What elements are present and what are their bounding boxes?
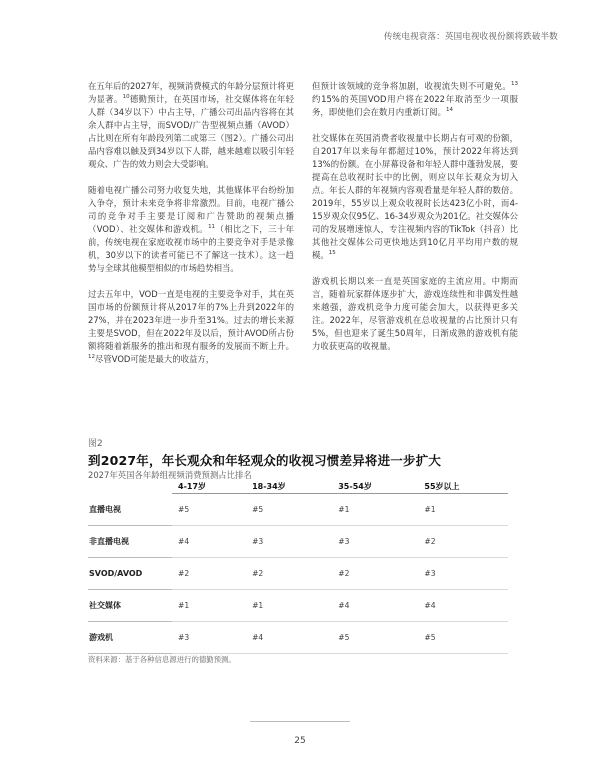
paragraph-text: （相比之下，三十年前，传统电视在家庭收视市场中的主要竞争对手是录像机，30岁以下的读者可能已不了解这一技术）。这一趋势与全球其他模型相似的市场趋势相当。: [88, 224, 294, 273]
paragraph-text: 尽管VOD可能是最大的收益方，: [95, 354, 215, 364]
rank-cell: #2: [172, 558, 246, 590]
rank-cell: #4: [172, 526, 246, 558]
paragraph: [312, 275, 518, 353]
row-label: 直播电视: [88, 494, 172, 526]
paragraph-text: 过去五年中，VOD一直是电视的主要竞争对手，其在英国市场的份额预计将从2017年的7%上升到2022年的27%，并在2023年进一步升至31%。过去的增长来源主要是SVOD，但在2022年及以后，预计AVOD所占份额将随着新服务的推出和现有服务的发展而不断上升。: [88, 289, 294, 351]
ranking-table: [88, 480, 508, 654]
paragraph-text: 社交媒体在英国消费者收视量中长期占有可观的份额，自2017年以来每年都超过10%，预计2022年将达到13%的份额。在小屏幕设备和年轻人群中蓬勃发展，要提高在总收视时长中的比例，则应以年长观众为切入点。年长人群的年视频内容观看量是年轻人群的数倍。2019年，55岁以上观众收视时长达423亿小时，而4-15岁观众仅95亿、16-34岁观众为201亿。社交媒体公司的发展增速惊人，专注视频内容的TikTok（抖音）比其他社交媒体公司更快地达到10亿月平均用户数的规模。: [312, 133, 518, 260]
paragraph: [88, 288, 294, 366]
footnote-ref: 10: [122, 94, 130, 101]
rank-cell: #2: [418, 526, 508, 558]
rank-cell: #1: [332, 494, 418, 526]
paragraph-text: 随着电视广播公司努力收复失地，其他媒体平台纷纷加入争夺，预计未来竞争将非常激烈。目前，电视广播公司的竞争对手主要是订阅和广告赞助的视频点播（VOD）、社交媒体和游戏机。: [88, 185, 294, 234]
paragraph: [312, 132, 518, 262]
left-column: [88, 80, 294, 379]
figure-title: 到2027年，年长观众和年轻观众的收视习惯差异将进一步扩大: [88, 453, 442, 468]
page-number: 25: [294, 736, 306, 746]
rank-cell: #1: [246, 590, 332, 622]
footer-divider: [250, 721, 350, 722]
rank-cell: #3: [418, 558, 508, 590]
paragraph-text: 游戏机长期以来一直是英国家庭的主流应用。中期而言，随着玩家群体逐步扩大，游戏连续性和非偶发性越来越强，游戏机竞争力度可能会加大，以获得更多关注。2022年，尽管游戏机在总收视量的占比预计只有5%，但也迎来了诞生50周年，日渐成熟的游戏机有能力收获更高的收视量。: [312, 276, 518, 351]
paragraph-text: 德勤预计，在英国市场，社交媒体将在年轻人群（34岁以下）中占主导，广播公司出品内容将在其余人群中占主导，而SVOD/广告型视频点播（AVOD）占比则在所有年龄段列第二或第三（图2）。广播公司出品内容难以触及到34岁以下人群，越来越难以吸引年轻观众、广告的效力则会大受影响。: [88, 94, 294, 169]
paragraph: [88, 80, 294, 171]
figure-source: 资料来源：基于各种信息源进行的德勤预测。: [88, 655, 236, 664]
row-label: 社交媒体: [88, 590, 172, 622]
rank-cell: #5: [332, 622, 418, 654]
column-header: 18-34岁: [246, 480, 332, 494]
column-header: 55岁以上: [418, 480, 508, 494]
footnote-ref: 15: [328, 250, 336, 257]
column-header: 35-54岁: [332, 480, 418, 494]
rank-cell: #1: [418, 494, 508, 526]
rank-cell: #2: [332, 558, 418, 590]
table-row: [88, 526, 508, 558]
running-header: 传统电视衰落：英国电视收视份额将跌破半数: [383, 32, 558, 42]
table-row: [88, 622, 508, 654]
right-column: [312, 80, 518, 366]
rank-cell: #3: [172, 622, 246, 654]
rank-cell: #5: [172, 494, 246, 526]
figure-label: 图2: [88, 439, 103, 449]
rank-cell: #1: [172, 590, 246, 622]
rank-cell: #3: [246, 526, 332, 558]
column-header: 4-17岁: [172, 480, 246, 494]
paragraph: [312, 80, 518, 119]
table-row: [88, 558, 508, 590]
footnote-ref: 13: [511, 81, 518, 88]
paragraph: [88, 184, 294, 275]
table-row: [88, 494, 508, 526]
rank-cell: #5: [418, 622, 508, 654]
rank-cell: #4: [332, 590, 418, 622]
row-label: 非直播电视: [88, 526, 172, 558]
rank-cell: #4: [246, 622, 332, 654]
footnote-ref: 14: [446, 107, 453, 114]
table-row: [88, 590, 508, 622]
figure-subtitle: 2027年英国各年龄组视频消费预测占比排名: [88, 470, 252, 480]
rank-cell: #3: [332, 526, 418, 558]
paragraph-text: 但预计该领域的竞争将加剧，收视流失则不可避免。: [312, 81, 511, 91]
row-label: SVOD/AVOD: [88, 558, 172, 590]
paragraph-text: 约15%的英国VOD用户将在2022年取消至少一项服务，即使他们会在数月内重新订阅。: [312, 94, 518, 117]
footnote-ref: 11: [208, 224, 216, 231]
row-label: 游戏机: [88, 622, 172, 654]
paragraph-text: 在五年后的2027年，视频消费模式的年龄分层预计将更为显著。: [88, 81, 294, 104]
table-header-row: [88, 480, 508, 494]
table-corner: [88, 480, 172, 494]
rank-cell: #2: [246, 558, 332, 590]
rank-cell: #5: [246, 494, 332, 526]
rank-cell: #4: [418, 590, 508, 622]
footnote-ref: 12: [88, 354, 95, 361]
